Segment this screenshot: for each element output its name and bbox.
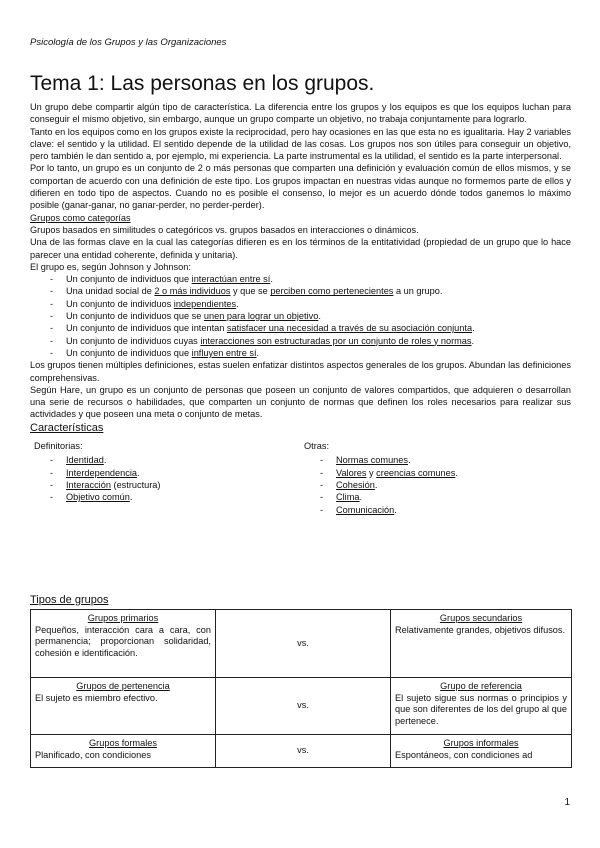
table-cell: Grupos informales Espontáneos, con condiciones ad [391, 735, 572, 768]
after-list-paragraph-1: Los grupos tienen múltiples definiciones, estas suelen enfatizar distintos aspectos generales de los grupos. Abundan las definiciones comprehensivas. [30, 360, 571, 383]
table-row [31, 678, 572, 735]
group-types-table [30, 609, 572, 768]
intro-paragraph-2: Tanto en los equipos como en los grupos existe la reciprocidad, pero hay ocasiones en las que esta no es igualitaria. Hay 2 variables clave: el sentido y la utilidad. El sentido depende de la utilidad de las cosas. Los grupos nos son útiles para conseguir un objetivo, pero también le dan sentido a, por ejemplo, mi experiencia. La parte instrumental es la utilidad, el sentido es la parte interpersonal. [30, 126, 571, 162]
page-title: Tema 1: Las personas en los grupos. [30, 72, 375, 95]
table-row [31, 735, 572, 768]
table-cell: Grupo de referencia El sujeto sigue sus normas o principios y que son diferentes de los del grupo al que pertenece. [391, 678, 572, 735]
list-item: - Un conjunto de individuos que interactúan entre sí. [50, 273, 571, 285]
page-number: 1 [564, 797, 570, 808]
other-title: Otras: [304, 441, 330, 452]
categories-paragraph-1: Grupos basados en similitudes o categóricos vs. grupos basados en interacciones o dinámicos. [30, 224, 419, 235]
list-item: - Normas comunes. [320, 454, 570, 466]
list-item: - Interdependencia. [50, 467, 300, 479]
characteristics-columns [30, 440, 571, 516]
running-header: Psicología de los Grupos y las Organizaciones [30, 37, 227, 48]
list-item: - Un conjunto de individuos independientes. [50, 298, 571, 310]
list-item: - Un conjunto de individuos que se unen para lograr un objetivo. [50, 310, 571, 322]
list-item: - Interacción (estructura) [50, 479, 300, 491]
categories-paragraph-3: El grupo es, según Johnson y Johnson: [30, 261, 191, 272]
table-row [31, 610, 572, 678]
list-item: - Cohesión. [320, 479, 570, 491]
list-item: - Identidad. [50, 454, 300, 466]
other-column [300, 440, 570, 516]
main-body [30, 101, 571, 516]
list-item: - Valores y creencias comunes. [320, 467, 570, 479]
list-item: - Un conjunto de individuos cuyas interacciones son estructuradas por un conjunto de roles y normas. [50, 335, 571, 347]
vs-cell: vs. [216, 735, 391, 768]
johnson-definition-list [30, 273, 571, 359]
defining-column [30, 440, 300, 516]
section-heading-group-types: Tipos de grupos [30, 594, 109, 606]
table-cell: Grupos formales Planificado, con condiciones [31, 735, 216, 768]
categories-paragraph-2: Una de las formas clave en la cual las categorías difieren es en los términos de la entitatividad (propiedad de un grupo que lo hace parecer una entidad coherente, definida y unitaria). [30, 237, 571, 260]
vs-cell: vs. [216, 610, 391, 678]
list-item: - Clima. [320, 491, 570, 503]
list-item: - Comunicación. [320, 504, 570, 516]
list-item: - Objetivo común. [50, 491, 300, 503]
section-heading-characteristics: Características [30, 421, 104, 434]
other-list [300, 454, 570, 515]
intro-paragraph-3: Por lo tanto, un grupo es un conjunto de 2 o más personas que comparten una definición y evaluación común de ellos mismos, y se comportan de acuerdo con una definición de este tipo. Los grupos impactan en nuestras vidas aunque no formemos parte de ellos y difieren en todo tipo de aspectos. Cuando no es posible el consenso, lo mejor es un acuerdo dónde todos ganemos lo máximo posible (ganar-ganar, no ganar-perder, no perder-perder). [30, 163, 571, 211]
table-cell: Grupos secundarios Relativamente grandes, objetivos difusos. [391, 610, 572, 678]
after-list-paragraph-2: Según Hare, un grupo es un conjunto de personas que poseen un conjunto de valores compartidos, que adquieren o desarrollan una serie de recursos o habilidades, que comparten un conjunto de normas que definen los roles necesarios para realizar sus actividades y que poseen una meta o conjunto de metas. [30, 384, 571, 420]
section-heading-categories: Grupos como categorías [30, 212, 131, 223]
table-cell: Grupos de pertenencia El sujeto es miembro efectivo. [31, 678, 216, 735]
list-item: - Un conjunto de individuos que influyen entre sí. [50, 347, 571, 359]
table-cell: Grupos primarios Pequeños, interacción cara a cara, con permanencia; proporcionan solidaridad, cohesión e identificación. [31, 610, 216, 678]
list-item: - Una unidad social de 2 o más individuos y que se perciben como pertenecientes a un grupo. [50, 285, 571, 297]
list-item: - Un conjunto de individuos que intentan satisfacer una necesidad a través de su asociación conjunta. [50, 322, 571, 334]
vs-cell: vs. [216, 678, 391, 735]
intro-paragraph-1: Un grupo debe compartir algún tipo de característica. La diferencia entre los grupos y los equipos es que los equipos luchan para conseguir el mismo objetivo, sin embargo, aunque un grupo comparte un objetivo, no trabaja conjuntamente para lograrlo. [30, 102, 571, 125]
defining-list [30, 454, 300, 503]
defining-title: Definitorias: [34, 441, 83, 452]
